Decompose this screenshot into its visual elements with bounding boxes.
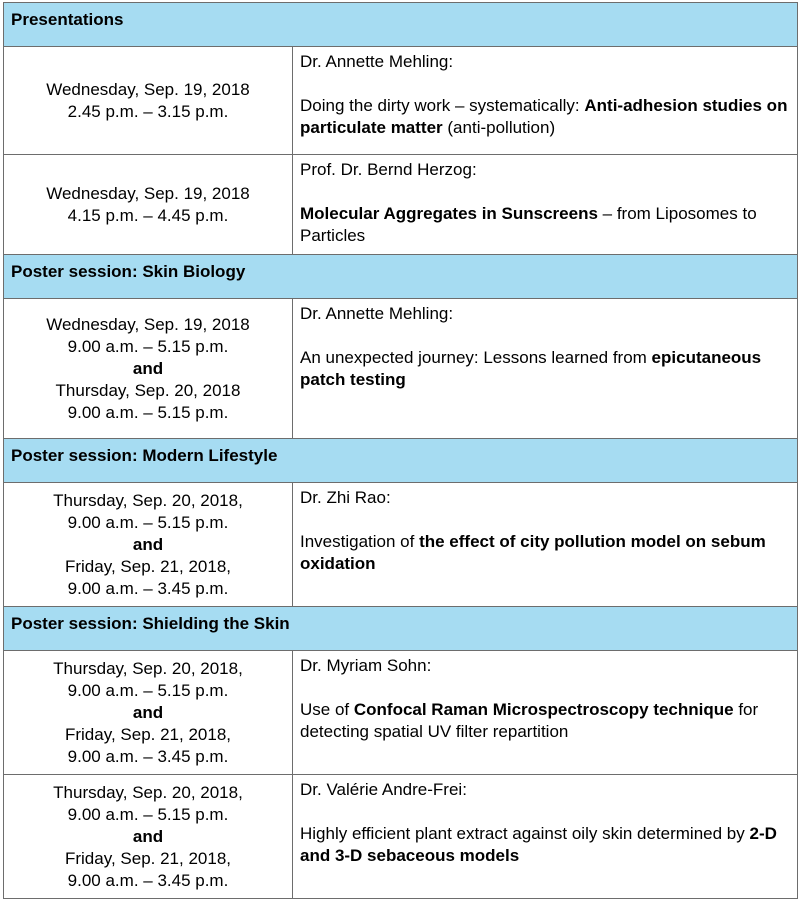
table-row bbox=[4, 299, 798, 439]
section-heading: Presentations bbox=[4, 3, 798, 47]
table-row bbox=[4, 47, 798, 155]
date-line: Thursday, Sep. 20, 2018, bbox=[53, 782, 243, 802]
title-segment: – from Liposomes to Particles bbox=[300, 204, 757, 245]
title-segment: An unexpected journey: Lessons learned from bbox=[300, 348, 652, 367]
section-heading: Poster session: Skin Biology bbox=[4, 255, 798, 299]
title-bold-segment: the effect of city pollution model on sebum oxidation bbox=[300, 532, 766, 573]
date-line: Thursday, Sep. 20, 2018 bbox=[55, 380, 241, 400]
table-row bbox=[4, 155, 798, 255]
talk-title bbox=[300, 699, 790, 743]
session-date-cell bbox=[4, 155, 293, 255]
section-heading: Poster session: Modern Lifestyle bbox=[4, 439, 798, 483]
table-row bbox=[4, 775, 798, 899]
title-bold-segment: Anti-adhesion studies on particulate matter bbox=[300, 96, 788, 137]
session-date-cell bbox=[4, 299, 293, 439]
section-heading: Poster session: Shielding the Skin bbox=[4, 607, 798, 651]
speaker-name: Dr. Annette Mehling: bbox=[300, 304, 454, 323]
date-line: 9.00 a.m. – 5.15 p.m. bbox=[67, 680, 229, 700]
spacer bbox=[300, 73, 790, 95]
date-line: 9.00 a.m. – 5.15 p.m. bbox=[67, 512, 229, 532]
talk-title bbox=[300, 823, 790, 867]
spacer bbox=[300, 325, 790, 347]
date-line: Wednesday, Sep. 19, 2018 bbox=[46, 79, 250, 99]
session-detail-cell bbox=[293, 775, 798, 899]
date-line: 9.00 a.m. – 3.45 p.m. bbox=[67, 578, 229, 598]
title-segment: (anti-pollution) bbox=[442, 118, 556, 137]
date-line: Thursday, Sep. 20, 2018, bbox=[53, 490, 243, 510]
spacer bbox=[300, 801, 790, 823]
date-line: Wednesday, Sep. 19, 2018 bbox=[46, 183, 250, 203]
section-header-row bbox=[4, 3, 798, 47]
talk-title bbox=[300, 531, 790, 575]
date-conjunction: and bbox=[132, 358, 164, 378]
speaker-name: Prof. Dr. Bernd Herzog: bbox=[300, 160, 477, 179]
talk-title bbox=[300, 95, 790, 139]
talk-title bbox=[300, 347, 790, 391]
session-detail-cell bbox=[293, 299, 798, 439]
schedule-body bbox=[4, 3, 798, 899]
section-header-row bbox=[4, 255, 798, 299]
title-segment: Use of bbox=[300, 700, 354, 719]
date-line: Thursday, Sep. 20, 2018, bbox=[53, 658, 243, 678]
session-detail-cell bbox=[293, 155, 798, 255]
date-line: Wednesday, Sep. 19, 2018 bbox=[46, 314, 250, 334]
schedule-table bbox=[3, 2, 798, 899]
spacer bbox=[300, 677, 790, 699]
date-line: 9.00 a.m. – 5.15 p.m. bbox=[67, 804, 229, 824]
section-header-row bbox=[4, 607, 798, 651]
title-segment: Investigation of bbox=[300, 532, 420, 551]
table-row bbox=[4, 483, 798, 607]
speaker-name: Dr. Valérie Andre-Frei: bbox=[300, 780, 467, 799]
title-segment: Highly efficient plant extract against oily skin determined by bbox=[300, 824, 750, 843]
title-bold-segment: Confocal Raman Microspectroscopy technique bbox=[353, 700, 734, 719]
date-line: 9.00 a.m. – 5.15 p.m. bbox=[67, 336, 229, 356]
date-conjunction: and bbox=[132, 534, 164, 554]
speaker-name: Dr. Zhi Rao: bbox=[300, 488, 391, 507]
session-date-cell bbox=[4, 483, 293, 607]
spacer bbox=[300, 509, 790, 531]
session-date-cell bbox=[4, 651, 293, 775]
session-date-cell bbox=[4, 47, 293, 155]
speaker-name: Dr. Myriam Sohn: bbox=[300, 656, 432, 675]
date-line: Friday, Sep. 21, 2018, bbox=[64, 556, 231, 576]
date-line: 9.00 a.m. – 5.15 p.m. bbox=[67, 402, 229, 422]
talk-title bbox=[300, 203, 790, 247]
date-line: 4.15 p.m. – 4.45 p.m. bbox=[67, 205, 229, 225]
date-line: 2.45 p.m. – 3.15 p.m. bbox=[67, 101, 229, 121]
session-detail-cell bbox=[293, 651, 798, 775]
session-detail-cell bbox=[293, 47, 798, 155]
title-segment: Doing the dirty work – systematically: bbox=[300, 96, 585, 115]
title-bold-segment: Molecular Aggregates in Sunscreens bbox=[300, 204, 598, 223]
speaker-name: Dr. Annette Mehling: bbox=[300, 52, 454, 71]
title-bold-segment: epicutaneous patch testing bbox=[300, 348, 762, 389]
spacer bbox=[300, 181, 790, 203]
title-bold-segment: 2-D and 3-D sebaceous models bbox=[300, 824, 777, 865]
title-segment: for detecting spatial UV filter repartition bbox=[300, 700, 759, 741]
date-line: 9.00 a.m. – 3.45 p.m. bbox=[67, 746, 229, 766]
session-detail-cell bbox=[293, 483, 798, 607]
section-header-row bbox=[4, 439, 798, 483]
date-conjunction: and bbox=[132, 826, 164, 846]
session-date-cell bbox=[4, 775, 293, 899]
date-conjunction: and bbox=[132, 702, 164, 722]
table-row bbox=[4, 651, 798, 775]
date-line: Friday, Sep. 21, 2018, bbox=[64, 848, 231, 868]
date-line: Friday, Sep. 21, 2018, bbox=[64, 724, 231, 744]
date-line: 9.00 a.m. – 3.45 p.m. bbox=[67, 870, 229, 890]
